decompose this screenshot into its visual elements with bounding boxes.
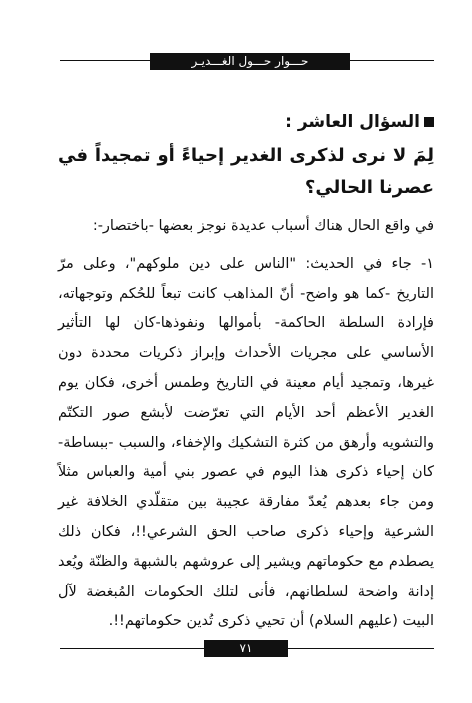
page-number: ٧١ — [204, 640, 288, 657]
page-content — [58, 108, 434, 637]
running-header: حـــوار حـــول الغـــديـر — [150, 53, 350, 70]
question-text: لِمَ لا نرى لذكرى الغدير إحياءً أو تمجيداً في عصرنا الحالي؟ — [58, 145, 434, 198]
section-heading-text: السؤال العاشر : — [285, 112, 420, 132]
intro-paragraph: في واقع الحال هناك أسباب عديدة نوجز بعضها -باختصار-: — [92, 218, 434, 234]
square-bullet-icon — [424, 117, 434, 127]
section-heading — [58, 108, 434, 136]
body-paragraph: ١- جاء في الحديث: "الناس على دين ملوكهم"، وعلى مرّ التاريخ -كما هو واضح- أنّ المذاهب كانت تبعاً للحُكم وتوجهاته، فإرادة السلطة الحاكمة- بأموالها ونفوذها-كان لها التأثير الأساسي على مجريات الأحداث وإبراز ذكريات محددة دون غيرها، وتمجيد أيام معينة في التاريخ وطمس أخرى، فكان يوم الغدير الأعظم أحد الأيام التي تعرّضت لأبشع صور التكتّم والتشويه وأرهق من كثرة التشكيك والإخفاء، والسبب -ببساطة- كان إحياء ذكرى هذا اليوم في عصور بني أمية والعباس مثلاً ومن جاء بعدهم يُعدّ مفارقة عجيبة بين متقلّدي الخلافة غير الشرعية وإحياء ذكرى صاحب الحق الشرعي!!، فكان ذلك يصطدم مع حكوماتهم ويشير إلى عروشهم بالشبهة والظنّة ويُعد إدانة واضحة لسلطانهم، فأنى لتلك الحكومات المُبغضة لآل البيت (عليهم السلام) أن تحيي ذكرى تُدين حكوماتهم!!. — [58, 255, 434, 630]
